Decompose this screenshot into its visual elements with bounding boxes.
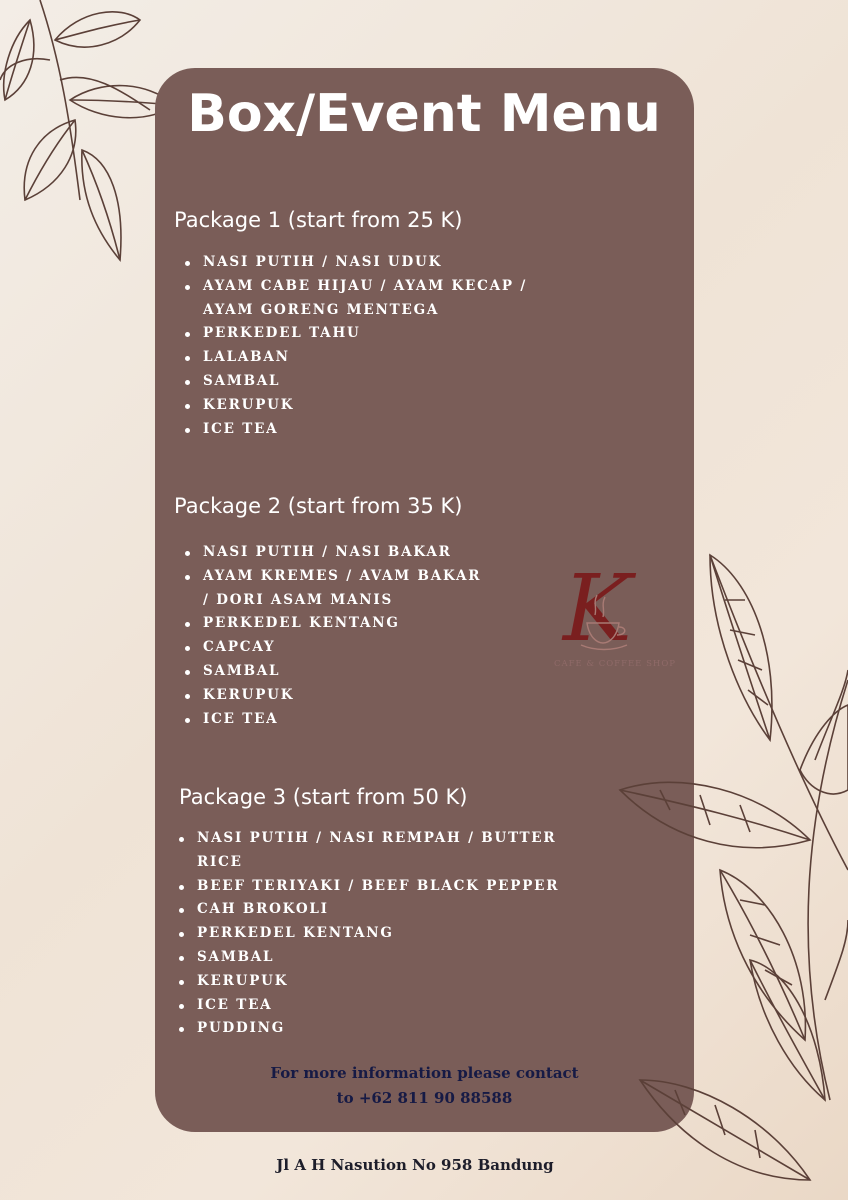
page-title: Box/Event Menu xyxy=(187,84,661,144)
list-item: AYAM CABE HIJAU / AYAM KECAP / AYAM GORENG MENTEGA xyxy=(183,275,563,323)
list-item: ICE TEA xyxy=(183,418,563,442)
list-item: BEEF TERIYAKI / BEEF BLACK PEPPER xyxy=(177,875,597,899)
package-3-items xyxy=(177,827,597,1041)
contact-phone: to +62 811 90 88588 xyxy=(336,1089,513,1107)
list-item: KERUPUK xyxy=(183,394,563,418)
package-2-title: Package 2 (start from 35 K) xyxy=(174,494,463,518)
list-item: SAMBAL xyxy=(177,946,597,970)
list-item: SAMBAL xyxy=(183,660,493,684)
list-item: NASI PUTIH / NASI REMPAH / BUTTER RICE xyxy=(177,827,597,875)
list-item: CAH BROKOLI xyxy=(177,898,597,922)
list-item: NASI PUTIH / NASI UDUK xyxy=(183,251,563,275)
package-3-title: Package 3 (start from 50 K) xyxy=(179,785,468,809)
contact-info xyxy=(155,1061,694,1111)
list-item: KERUPUK xyxy=(183,684,493,708)
list-item: CAPCAY xyxy=(183,636,493,660)
list-item: PERKEDEL KENTANG xyxy=(177,922,597,946)
package-1-title: Package 1 (start from 25 K) xyxy=(174,208,463,232)
list-item: PERKEDEL KENTANG xyxy=(183,612,493,636)
list-item: ICE TEA xyxy=(177,994,597,1018)
logo-letter: K xyxy=(563,555,632,660)
list-item: KERUPUK xyxy=(177,970,597,994)
logo-tagline: CAFE & COFFEE SHOP xyxy=(553,659,677,669)
list-item: PERKEDEL TAHU xyxy=(183,322,563,346)
package-2-items xyxy=(183,541,493,731)
list-item: NASI PUTIH / NASI BAKAR xyxy=(183,541,493,565)
list-item: ICE TEA xyxy=(183,708,493,732)
contact-line-1: For more information please contact xyxy=(270,1064,579,1082)
list-item: SAMBAL xyxy=(183,370,563,394)
package-1-items xyxy=(183,251,563,441)
list-item: PUDDING xyxy=(177,1017,597,1041)
list-item: LALABAN xyxy=(183,346,563,370)
address: Jl A H Nasution No 958 Bandung xyxy=(276,1156,554,1174)
list-item: AYAM KREMES / AVAM BAKAR / DORI ASAM MANIS xyxy=(183,565,493,613)
